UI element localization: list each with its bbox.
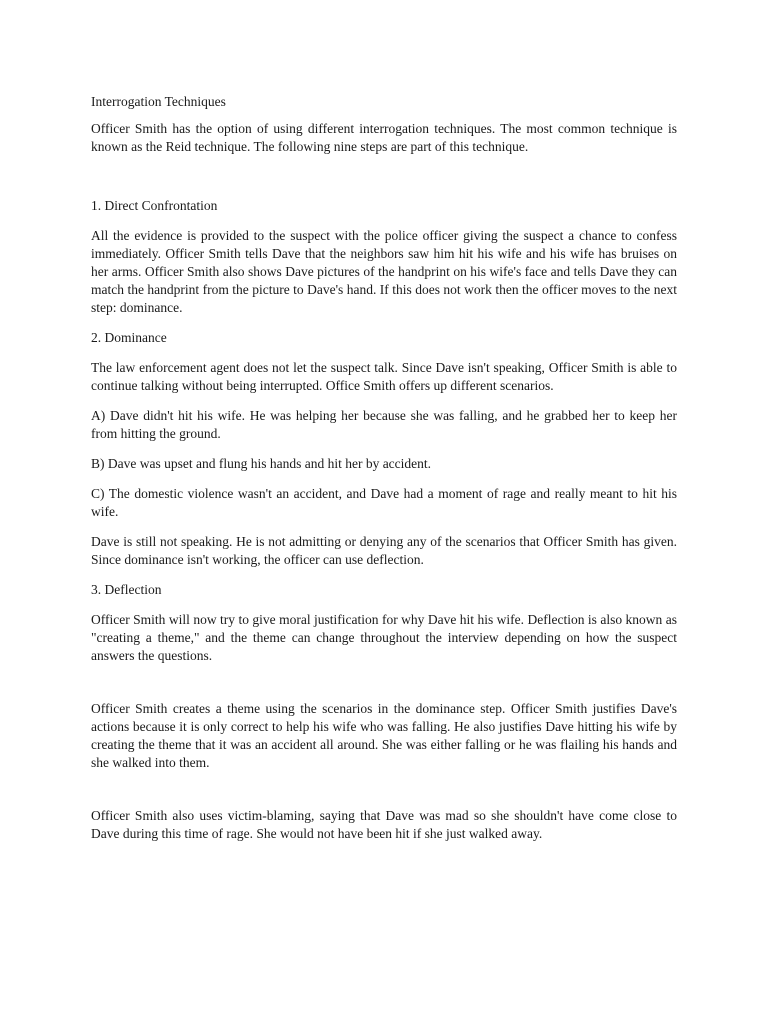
- section-heading-direct-confrontation: 1. Direct Confrontation: [91, 198, 218, 213]
- scenario-c-paragraph: C) The domestic violence wasn't an accident, and Dave had a moment of rage and really meant to hit his wife.: [91, 486, 677, 519]
- scenario-a-paragraph: A) Dave didn't hit his wife. He was helping her because she was falling, and he grabbed her to keep her from hitting the ground.: [91, 408, 677, 441]
- paragraph: Officer Smith creates a theme using the scenarios in the dominance step. Officer Smith justifies Dave's actions because it is only correct to help his wife who was falling. He also justifies Dave hitting his wife by creating the theme that it was an accident all around. She was either falling or he was flailing his hands and she walked into them.: [91, 701, 677, 770]
- paragraph: All the evidence is provided to the suspect with the police officer giving the suspect a chance to confess immediately. Officer Smith tells Dave that the neighbors saw him hit his wife and his wife has bruises on her arms. Officer Smith also shows Dave pictures of the handprint on his wife's face and tells Dave they can match the handprint from the picture to Dave's hand. If this does not work then the officer moves to the next step: dominance.: [91, 228, 677, 315]
- section-heading-dominance: 2. Dominance: [91, 330, 167, 345]
- section-heading-deflection: 3. Deflection: [91, 582, 162, 597]
- document-page: [91, 93, 677, 855]
- scenario-b-paragraph: B) Dave was upset and flung his hands and hit her by accident.: [91, 456, 432, 471]
- paragraph: The law enforcement agent does not let the suspect talk. Since Dave isn't speaking, Officer Smith is able to continue talking without being interrupted. Office Smith offers up different scenarios.: [91, 360, 677, 393]
- paragraph: Dave is still not speaking. He is not admitting or denying any of the scenarios that Officer Smith has given. Since dominance isn't working, the officer can use deflection.: [91, 534, 677, 567]
- document-title: Interrogation Techniques: [91, 94, 226, 109]
- paragraph: Officer Smith also uses victim-blaming, saying that Dave was mad so she shouldn't have come close to Dave during this time of rage. She would not have been hit if she just walked away.: [91, 808, 677, 841]
- paragraph: Officer Smith will now try to give moral justification for why Dave hit his wife. Deflection is also known as "creating a theme," and the theme can change throughout the interview depending on how the suspect answers the questions.: [91, 612, 677, 663]
- intro-paragraph: Officer Smith has the option of using different interrogation techniques. The most common technique is known as the Reid technique. The following nine steps are part of this technique.: [91, 121, 677, 154]
